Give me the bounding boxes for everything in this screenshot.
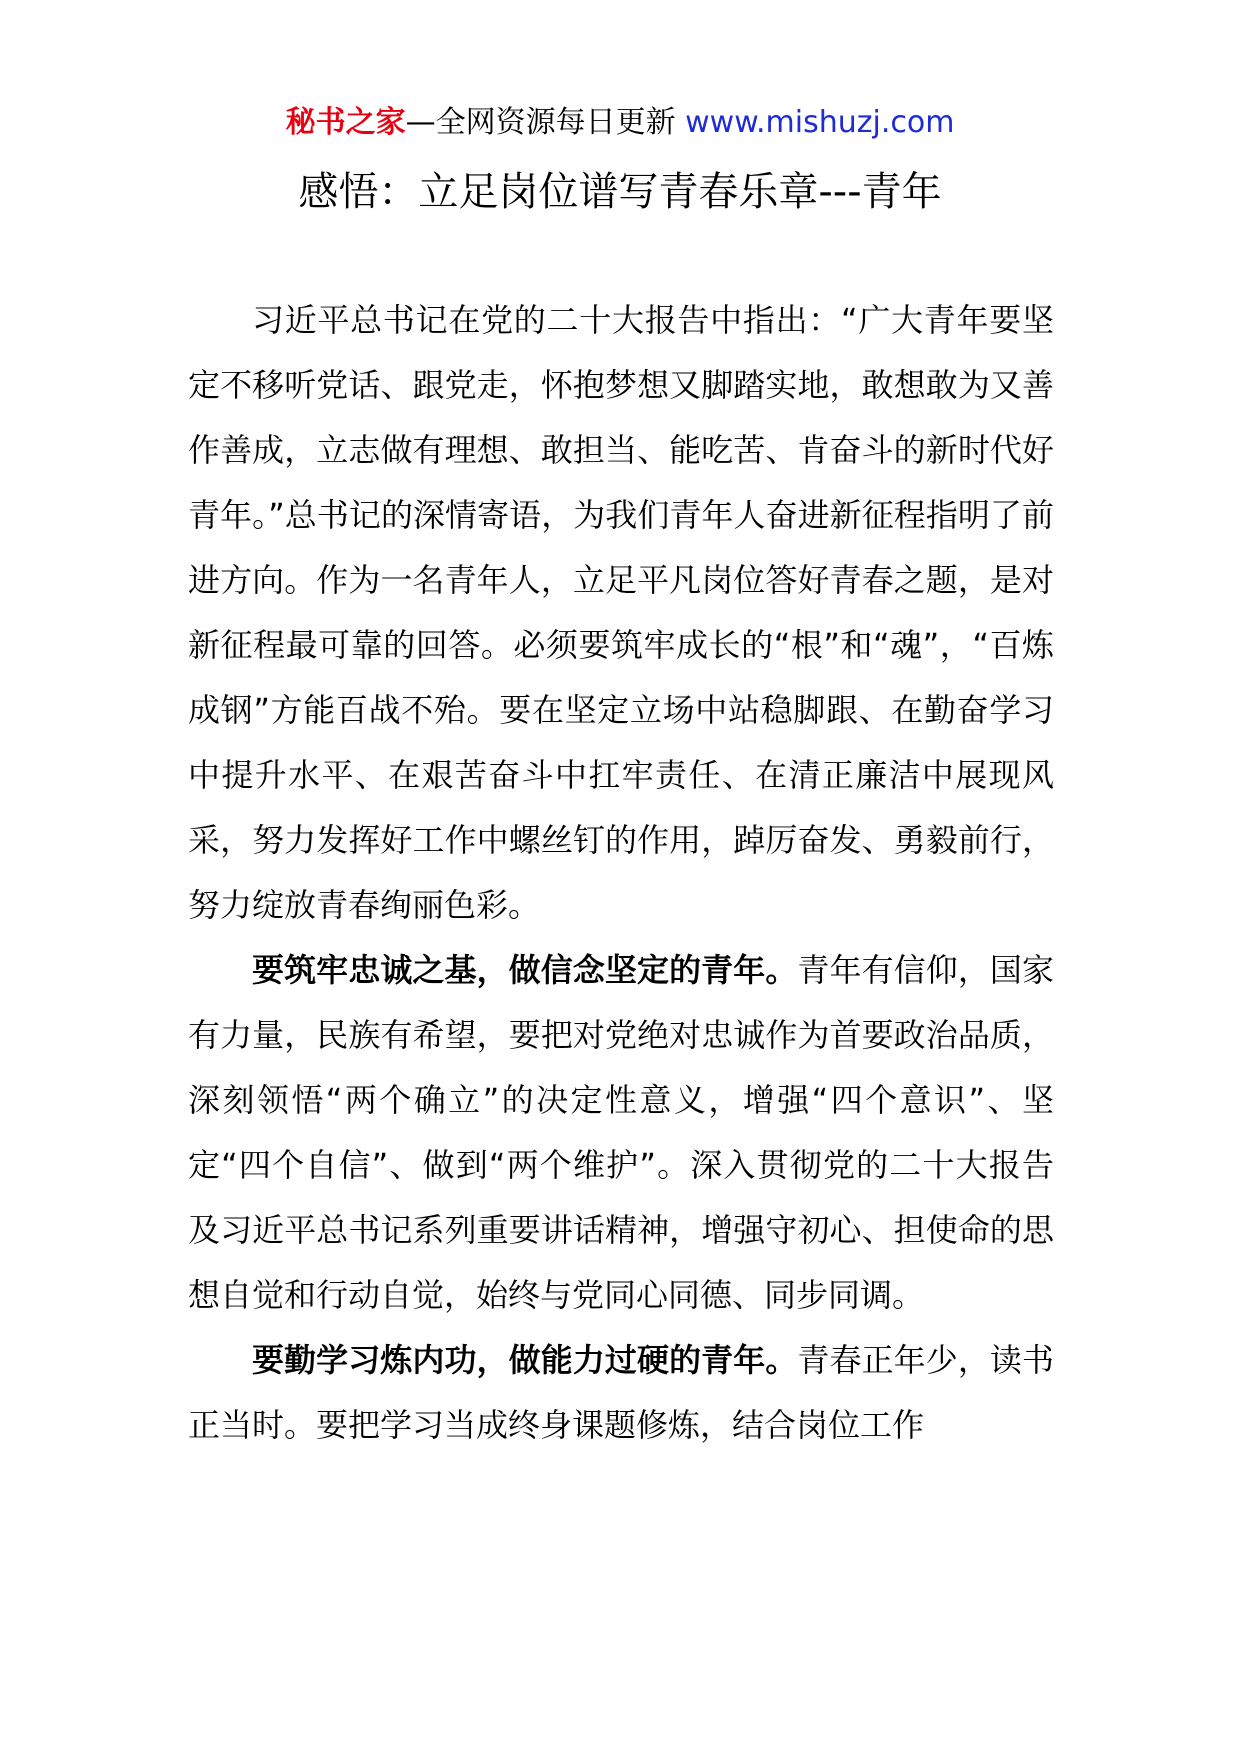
paragraph-lead: 要勤学习炼内功，做能力过硬的青年。 (252, 1341, 798, 1379)
site-header (0, 100, 1240, 146)
paragraph-lead: 要筑牢忠诚之基，做信念坚定的青年。 (252, 951, 798, 989)
site-tagline: —全网资源每日更新 (405, 105, 676, 140)
paragraph-text: 青春正年少，读书正当时。要把学习当成终身课题修炼，结合岗位工作 (188, 1341, 1054, 1444)
site-brand: 秘书之家 (285, 105, 406, 140)
document-body (188, 288, 1054, 1458)
site-url-link[interactable]: www.mishuzj.com (685, 105, 955, 140)
document-title: 感悟：立足岗位谱写青春乐章---青年 (298, 169, 942, 215)
paragraph-1 (188, 288, 1054, 938)
paragraph-text: 青年有信仰，国家有力量，民族有希望，要把对党绝对忠诚作为首要政治品质，深刻领悟“两个确立”的决定性意义，增强“四个意识”、坚定“四个自信”、做到“两个维护”。深入贯彻党的二十大报告及习近平总书记系列重要讲话精神，增强守初心、担使命的思想自觉和行动自觉，始终与党同心同德、同步同调。 (188, 951, 1054, 1314)
paragraph-3 (188, 1328, 1054, 1458)
paragraph-2 (188, 938, 1054, 1328)
paragraph-text: 习近平总书记在党的二十大报告中指出：“广大青年要坚定不移听党话、跟党走，怀抱梦想又脚踏实地，敢想敢为又善作善成，立志做有理想、敢担当、能吃苦、肯奋斗的新时代好青年。”总书记的深情寄语，为我们青年人奋进新征程指明了前进方向。作为一名青年人，立足平凡岗位答好青春之题，是对新征程最可靠的回答。必须要筑牢成长的“根”和“魂”，“百炼成钢”方能百战不殆。要在坚定立场中站稳脚跟、在勤奋学习中提升水平、在艰苦奋斗中扛牢责任、在清正廉洁中展现风采，努力发挥好工作中螺丝钉的作用，踔厉奋发、勇毅前行，努力绽放青春绚丽色彩。 (188, 301, 1054, 924)
